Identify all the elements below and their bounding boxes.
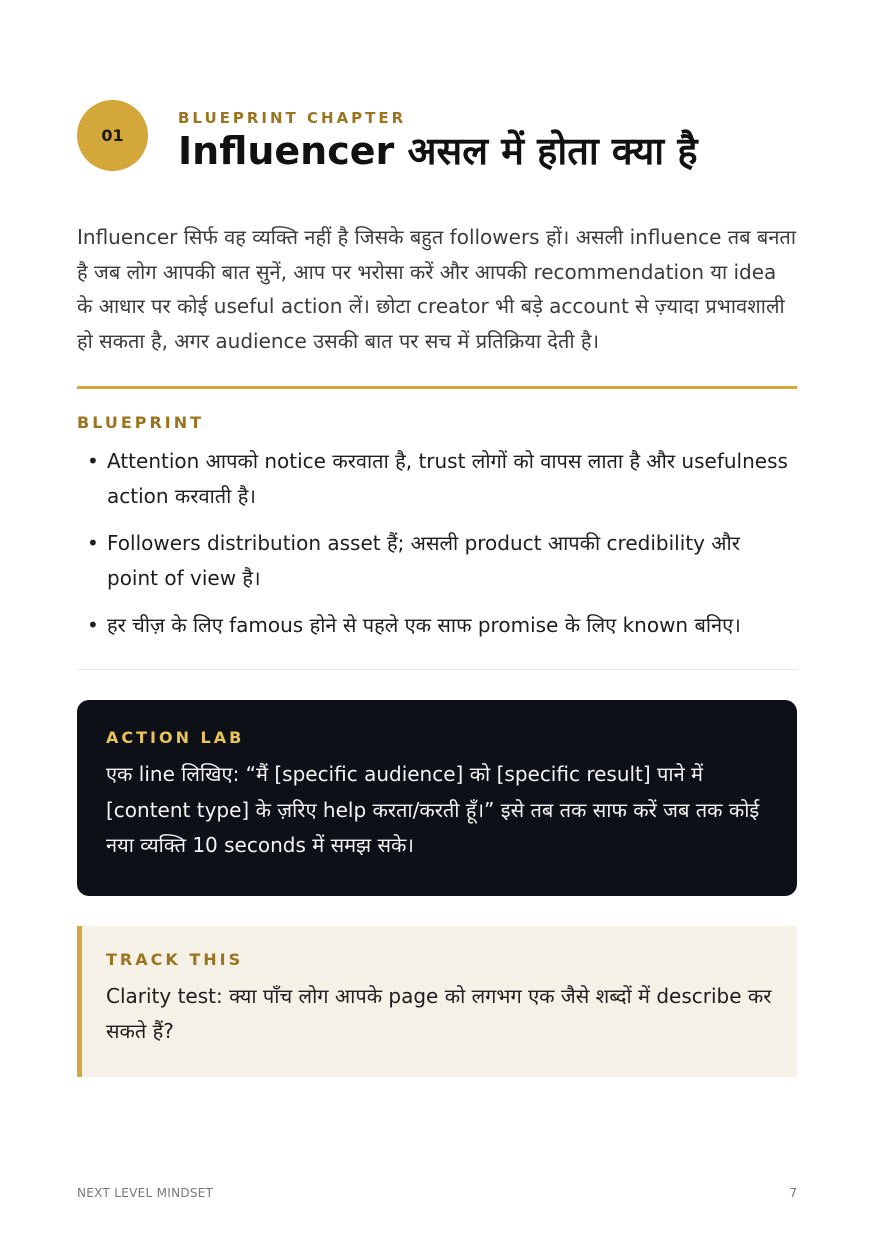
chapter-number-badge: 01 bbox=[77, 100, 148, 171]
chapter-title: Influencer असल में होता क्या है bbox=[178, 129, 698, 173]
list-item-text: Attention आपको notice करवाता है, trust लोगों को वापस लाता है और usefulness action करवाती है। bbox=[107, 449, 788, 508]
blueprint-label: BLUEPRINT bbox=[77, 413, 205, 432]
blueprint-list bbox=[77, 444, 797, 643]
page-content bbox=[77, 100, 797, 1077]
bullet-dot-icon: • bbox=[87, 613, 99, 637]
intro-paragraph: Influencer सिर्फ वह व्यक्ति नहीं है जिसके बहुत followers हों। असली influence तब बनता है जब लोग आपकी बात सुनें, आप पर भरोसा करें और आपकी recommendation या idea के आधार पर कोई useful action लें। छोटा creator भी बड़े account से ज़्यादा प्रभावशाली हो सकता है, अगर audience उसकी बात पर सच में प्रतिक्रिया देती है। bbox=[77, 225, 797, 353]
track-this-label: TRACK THIS bbox=[106, 949, 244, 969]
footer-brand: NEXT LEVEL MINDSET bbox=[77, 1186, 214, 1200]
list-item bbox=[77, 444, 797, 514]
list-item-text: Followers distribution asset हैं; असली product आपकी credibility और point of view है। bbox=[107, 531, 740, 590]
list-item bbox=[77, 608, 797, 643]
list-item bbox=[77, 526, 797, 596]
thin-divider bbox=[77, 669, 797, 670]
action-lab-text: एक line लिखिए: “मैं [specific audience] को [specific result] पाने में [content type] के ज़रिए help करता/करती हूँ।” इसे तब तक साफ करें जब तक कोई नया व्यक्ति 10 seconds में समझ सके। bbox=[106, 762, 760, 857]
action-lab-label: ACTION LAB bbox=[106, 728, 245, 747]
chapter-kicker: BLUEPRINT CHAPTER bbox=[178, 109, 407, 127]
bullet-dot-icon: • bbox=[87, 449, 99, 473]
action-lab-panel bbox=[77, 700, 797, 896]
bullet-dot-icon: • bbox=[87, 531, 99, 555]
list-item-text: हर चीज़ के लिए famous होने से पहले एक साफ promise के लिए known बनिए। bbox=[107, 613, 741, 637]
track-this-text: Clarity test: क्या पाँच लोग आपके page को लगभग एक जैसे शब्दों में describe कर सकते हैं? bbox=[106, 983, 772, 1043]
gold-divider bbox=[77, 386, 797, 389]
track-this-panel bbox=[77, 926, 797, 1077]
page-number: 7 bbox=[789, 1186, 797, 1200]
chapter-header bbox=[77, 100, 797, 172]
